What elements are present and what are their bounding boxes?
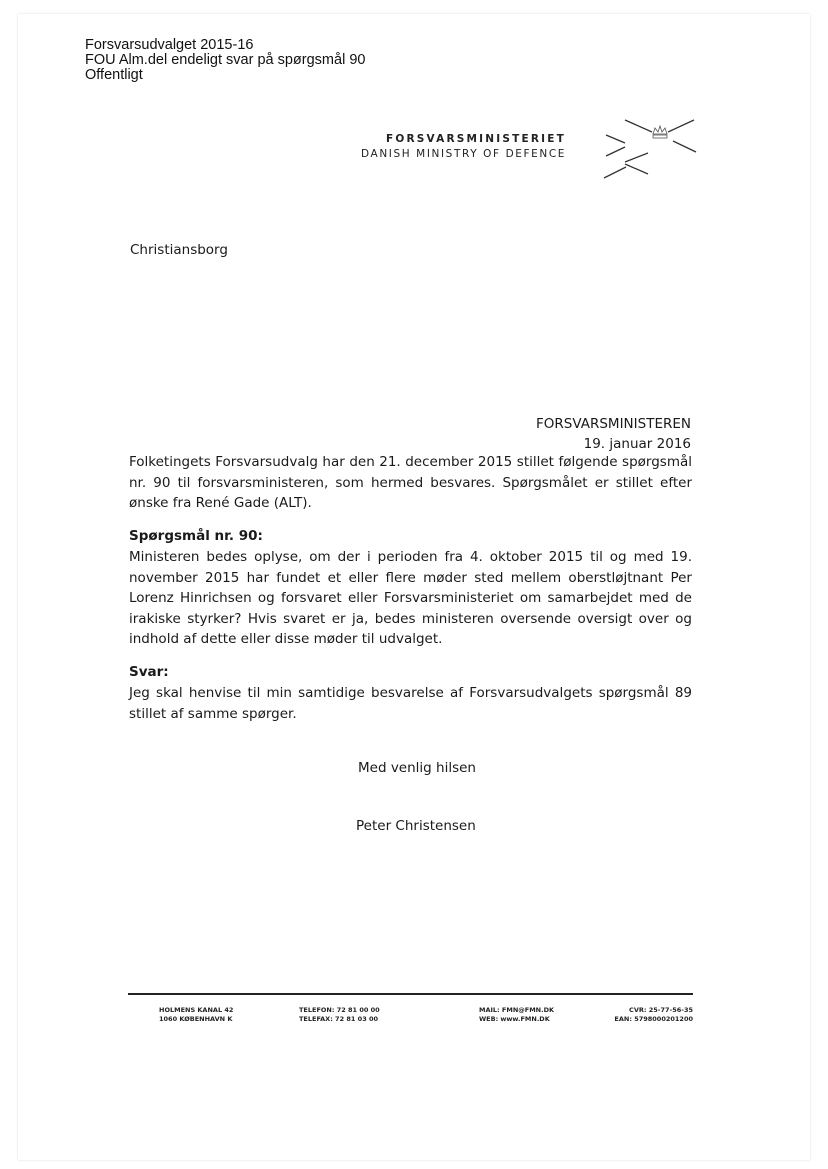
crown-cross-logo-icon — [580, 110, 700, 185]
question-heading: Spørgsmål nr. 90: — [129, 528, 263, 544]
document-stamp — [85, 38, 365, 83]
footer-phone: TELEFON: 72 81 00 00 — [299, 1006, 380, 1014]
sender-block — [536, 414, 691, 454]
letter-date: 19. januar 2016 — [583, 436, 691, 452]
signer-name: Peter Christensen — [356, 818, 476, 834]
footer-registry-block — [614, 1006, 693, 1024]
footer-phone-block — [299, 1006, 380, 1024]
sender-title: FORSVARSMINISTEREN — [536, 416, 691, 432]
stamp-status: Offentligt — [85, 67, 143, 83]
answer-heading: Svar: — [129, 664, 169, 680]
stamp-committee: Forsvarsudvalget 2015-16 — [85, 37, 254, 53]
ministry-name-danish: FORSVARSMINISTERIET — [385, 133, 566, 145]
footer-mail: MAIL: FMN@FMN.DK — [479, 1006, 555, 1014]
footer-city: 1060 KØBENHAVN K — [159, 1015, 233, 1023]
footer-ean: EAN: 5798000201200 — [614, 1015, 693, 1023]
stamp-reference: FOU Alm.del endeligt svar på spørgsmål 90 — [85, 52, 366, 68]
footer-divider — [128, 993, 693, 995]
footer-web: WEB: www.FMN.DK — [479, 1015, 550, 1023]
footer-contact-block — [479, 1006, 554, 1024]
footer-cvr: CVR: 25-77-56-35 — [629, 1006, 693, 1014]
letterhead — [361, 133, 566, 160]
place-line: Christiansborg — [130, 242, 228, 258]
footer-address — [159, 1006, 233, 1024]
footer-fax: TELEFAX: 72 81 03 00 — [299, 1015, 379, 1023]
question-text: Ministeren bedes oplyse, om der i perioden fra 4. oktober 2015 til og med 19. november 2015 har fundet et eller flere møder sted mellem oberstløjtnant Per Lorenz Hinrichsen og forsvaret eller Forsvarsministeriet om samarbejdet med de irakiske styrker? Hvis svaret er ja, bedes ministeren oversende oversigt over og indhold af dette eller disse møder til udvalget. — [129, 549, 692, 647]
closing-greeting: Med venlig hilsen — [358, 760, 476, 776]
footer-street: HOLMENS KANAL 42 — [159, 1006, 234, 1014]
intro-paragraph: Folketingets Forsvarsudvalg har den 21. december 2015 stillet følgende spørgsmål nr. 90 til forsvarsministeren, som hermed besvares. Spørgsmålet er stillet efter ønske fra René Gade (ALT). — [129, 454, 692, 511]
answer-text: Jeg skal henvise til min samtidige besvarelse af Forsvarsudvalgets spørgsmål 89 stillet af samme spørger. — [129, 685, 692, 722]
ministry-name-english: DANISH MINISTRY OF DEFENCE — [361, 148, 566, 160]
